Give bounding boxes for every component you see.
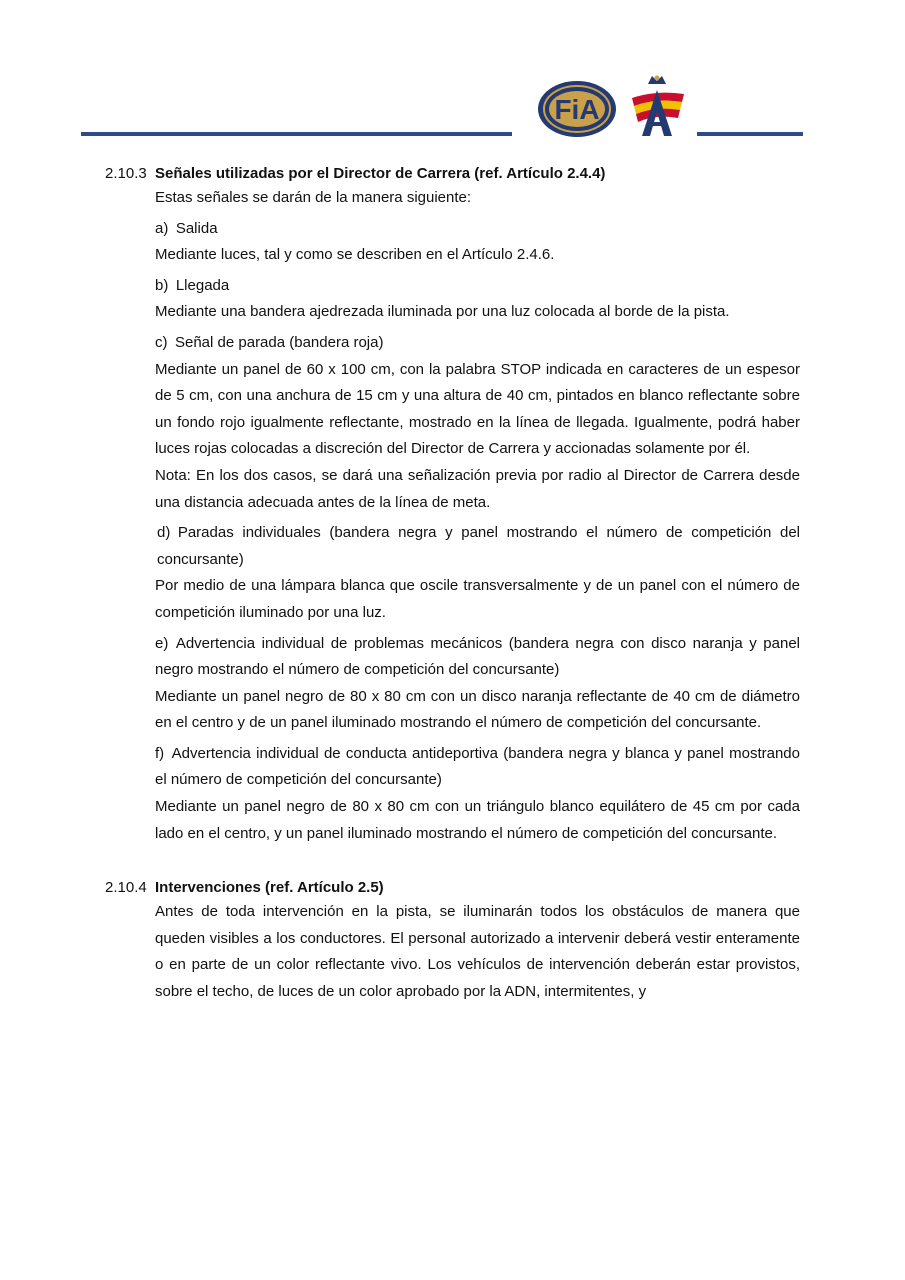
section-number: 2.10.3 [105, 165, 147, 182]
section-text: Antes de toda intervención en la pista, se iluminarán todos los obstáculos de manera que queden visibles a los conductores. El personal autorizado a intervenir deberá vestir enteramente o en parte de un color reflectante vivo. Los vehículos de intervención deberán estar provistos, sobre el techo, de luces de un color aprobado por la ADN, intermitentes, y [155, 903, 800, 1001]
document-body [0, 163, 905, 1006]
header-rule-left [81, 132, 512, 136]
section-intro: Estas señales se darán de la manera siguiente: [155, 189, 472, 206]
item-text-d: Por medio de una lámpara blanca que oscile transversalmente y de un panel con el número de competición iluminado por una luz. [155, 577, 800, 621]
svg-text:FiA: FiA [554, 94, 600, 125]
section-heading [0, 163, 905, 185]
item-label-e: e) Advertencia individual de problemas mecánicos (bandera negra con disco naranja y panel negro mostrando el número de competición del concursante) [155, 634, 800, 679]
section-title: Intervenciones (ref. Artículo 2.5) [155, 879, 384, 897]
item-note-c: Nota: En los dos casos, se dará una señalización previa por radio al Director de Carrera desde una distancia adecuada antes de la línea de meta. [155, 466, 800, 511]
item-label-f: f) Advertencia individual de conducta antideportiva (bandera negra y blanca y panel mostrando el número de competición del concursante) [155, 744, 800, 789]
section-2-10-3 [0, 163, 905, 847]
rfeda-logo [626, 72, 688, 138]
item-text-f: Mediante un panel negro de 80 x 80 cm con un triángulo blanco equilátero de 45 cm por cada lado en el centro, y un panel iluminado mostrando el número de competición del concursante. [155, 798, 800, 842]
section-2-10-4 [0, 877, 905, 1005]
section-number: 2.10.4 [105, 879, 147, 897]
item-text-b: Mediante una bandera ajedrezada iluminada por una luz colocada al borde de la pista. [155, 303, 730, 321]
section-title: Señales utilizadas por el Director de Carrera (ref. Artículo 2.4.4) [155, 165, 606, 182]
section-gap [0, 847, 905, 877]
header-rule-right [697, 132, 803, 136]
item-text-c: Mediante un panel de 60 x 100 cm, con la palabra STOP indicada en caracteres de un espesor de 5 cm, con una anchura de 15 cm y una altura de 40 cm, pintados en blanco reflectante sobre un fondo rojo igualmente reflectante, mostrado en la línea de llegada. Igualmente, podrá haber luces rojas colocadas a discreción del Director de Carrera y accionadas solamente por él. [155, 360, 800, 458]
section-heading [0, 877, 905, 899]
fia-logo [537, 80, 617, 138]
page-header [0, 0, 905, 140]
item-text-e: Mediante un panel negro de 80 x 80 cm con un disco naranja reflectante de 40 cm de diámetro en el centro y de un panel iluminado mostrando el número de competición del concursante. [155, 687, 800, 732]
item-label-d: d) Paradas individuales (bandera negra y panel mostrando el número de competición del concursante) [157, 524, 800, 568]
item-text-a: Mediante luces, tal y como se describen en el Artículo 2.4.6. [155, 246, 555, 264]
item-label-b: b) Llegada [155, 276, 230, 294]
item-label-c: c) Señal de parada (bandera roja) [155, 333, 384, 351]
item-label-a: a) Salida [155, 219, 218, 237]
